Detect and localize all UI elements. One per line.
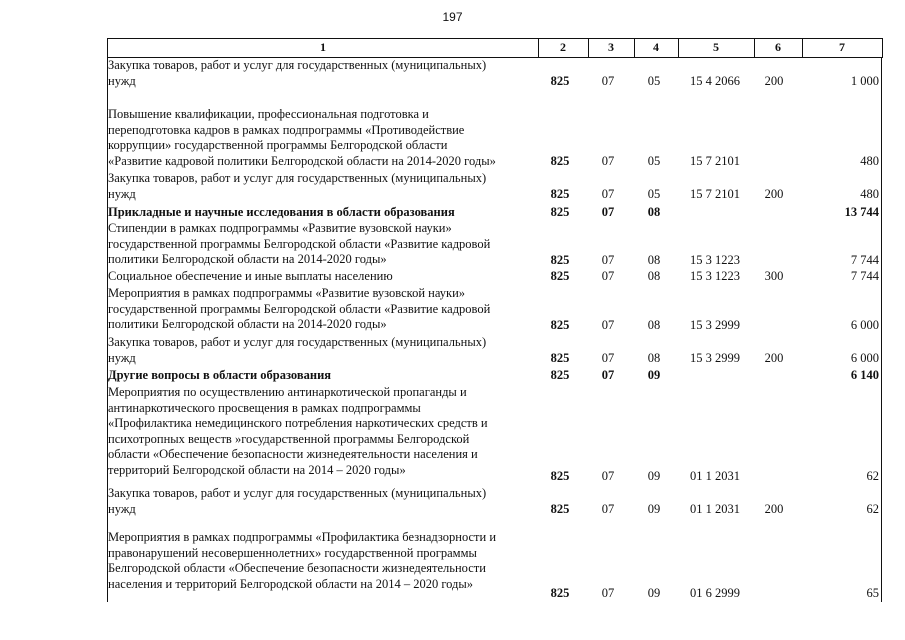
row-description: Социальное обеспечение и иные выплаты населению bbox=[108, 269, 393, 283]
table-right-border bbox=[881, 57, 882, 602]
row-code-ministry: 825 bbox=[550, 318, 570, 332]
row-description: Закупка товаров, работ и услуг для государственных (муниципальных) нужд bbox=[108, 486, 487, 516]
row-code-section: 07 bbox=[601, 187, 615, 201]
row-code-subsection: 05 bbox=[647, 187, 661, 201]
row-code-section: 07 bbox=[601, 154, 615, 168]
row-code-target: 15 7 2101 bbox=[690, 154, 740, 168]
row-description: Закупка товаров, работ и услуг для государственных (муниципальных) нужд bbox=[108, 171, 487, 201]
row-code-expense-type: 200 bbox=[764, 187, 784, 201]
row-code-section: 07 bbox=[601, 368, 615, 382]
row-description: Прикладные и научные исследования в области образования bbox=[108, 205, 455, 219]
row-code-target: 15 3 2999 bbox=[690, 318, 740, 332]
row-code-section: 07 bbox=[601, 586, 615, 600]
row-code-ministry: 825 bbox=[550, 74, 570, 88]
row-code-target: 15 3 2999 bbox=[690, 351, 740, 365]
row-description: Закупка товаров, работ и услуг для государственных (муниципальных) нужд bbox=[108, 335, 487, 365]
row-code-ministry: 825 bbox=[550, 502, 570, 516]
row-code-subsection: 05 bbox=[647, 74, 661, 88]
row-code-ministry: 825 bbox=[550, 368, 570, 382]
row-code-subsection: 08 bbox=[647, 269, 661, 283]
row-code-section: 07 bbox=[601, 469, 615, 483]
row-code-section: 07 bbox=[601, 351, 615, 365]
row-code-subsection: 09 bbox=[647, 469, 661, 483]
table-header bbox=[107, 38, 883, 58]
header-col-2: 2 bbox=[560, 40, 566, 54]
row-code-target: 15 3 1223 bbox=[690, 253, 740, 267]
row-code-subsection: 05 bbox=[647, 154, 661, 168]
row-code-ministry: 825 bbox=[550, 154, 570, 168]
row-code-subsection: 08 bbox=[647, 351, 661, 365]
header-col-3: 3 bbox=[608, 40, 614, 54]
row-description: Мероприятия в рамках подпрограммы «Профилактика безнадзорности и правонарушений несовершеннолетних» государственной программы Белгородской области «Обеспечение безопасности жизнедеятельности населения и территорий Белгородской области на 2014 – 2020 годы» bbox=[108, 530, 497, 591]
header-col-1: 1 bbox=[320, 40, 326, 54]
row-code-subsection: 08 bbox=[647, 253, 661, 267]
row-code-subsection: 08 bbox=[647, 205, 661, 219]
row-amount: 62 bbox=[866, 469, 879, 483]
row-code-subsection: 08 bbox=[647, 318, 661, 332]
row-amount: 480 bbox=[860, 154, 879, 168]
row-code-subsection: 09 bbox=[647, 368, 661, 382]
row-description: Закупка товаров, работ и услуг для государственных (муниципальных) нужд bbox=[108, 58, 487, 88]
row-amount: 7 744 bbox=[850, 253, 879, 267]
row-code-ministry: 825 bbox=[550, 586, 570, 600]
row-code-ministry: 825 bbox=[550, 187, 570, 201]
row-code-expense-type: 200 bbox=[764, 502, 784, 516]
page-number: 197 bbox=[442, 10, 463, 24]
row-description: Мероприятия по осуществлению антинаркотической пропаганды и антинаркотического просвещения в рамках подпрограммы «Профилактика немедицинского потребления наркотических средств и психотропных веществ »государственной программы Белгородской области «Обеспечение безопасности жизнедеятельности населения и территорий Белгородской области на 2014 – 2020 годы» bbox=[108, 385, 488, 477]
header-col-4: 4 bbox=[653, 40, 659, 54]
row-description: Другие вопросы в области образования bbox=[108, 368, 332, 382]
row-amount: 6 000 bbox=[850, 351, 879, 365]
row-code-ministry: 825 bbox=[550, 469, 570, 483]
row-code-ministry: 825 bbox=[550, 205, 570, 219]
row-code-target: 01 6 2999 bbox=[690, 586, 740, 600]
row-code-target: 01 1 2031 bbox=[690, 469, 740, 483]
row-code-ministry: 825 bbox=[550, 269, 570, 283]
row-code-expense-type: 200 bbox=[764, 351, 784, 365]
row-code-target: 01 1 2031 bbox=[690, 502, 740, 516]
row-code-target: 15 3 1223 bbox=[690, 269, 740, 283]
row-code-target: 15 4 2066 bbox=[690, 74, 740, 88]
row-amount: 480 bbox=[860, 187, 879, 201]
row-code-expense-type: 200 bbox=[764, 74, 784, 88]
row-description: Повышение квалификации, профессиональная подготовка и переподготовка кадров в рамках подпрограммы «Противодействие коррупции» государственной программы Белгородской области «Развитие кадровой политики Белгородской области на 2014-2020 годы» bbox=[108, 107, 496, 168]
row-amount: 62 bbox=[866, 502, 879, 516]
row-code-target: 15 7 2101 bbox=[690, 187, 740, 201]
row-amount: 6 140 bbox=[850, 368, 879, 382]
header-col-5: 5 bbox=[713, 40, 719, 54]
row-code-section: 07 bbox=[601, 74, 615, 88]
row-amount: 6 000 bbox=[850, 318, 879, 332]
row-description: Стипендии в рамках подпрограммы «Развитие вузовской науки» государственной программы Белгородской области «Развитие кадровой политики Белгородской области на 2014-2020 годы» bbox=[108, 221, 491, 267]
header-col-6: 6 bbox=[775, 40, 781, 54]
row-amount: 13 744 bbox=[844, 205, 879, 219]
row-code-ministry: 825 bbox=[550, 351, 570, 365]
row-code-section: 07 bbox=[601, 269, 615, 283]
row-code-section: 07 bbox=[601, 253, 615, 267]
row-code-ministry: 825 bbox=[550, 253, 570, 267]
row-code-section: 07 bbox=[601, 318, 615, 332]
header-col-7: 7 bbox=[839, 40, 845, 54]
row-amount: 7 744 bbox=[850, 269, 879, 283]
row-amount: 65 bbox=[866, 586, 879, 600]
row-code-section: 07 bbox=[601, 205, 615, 219]
row-amount: 1 000 bbox=[850, 74, 879, 88]
row-code-section: 07 bbox=[601, 502, 615, 516]
row-code-subsection: 09 bbox=[647, 586, 661, 600]
row-code-expense-type: 300 bbox=[764, 269, 784, 283]
row-description: Мероприятия в рамках подпрограммы «Развитие вузовской науки» государственной программы Белгородской области «Развитие кадровой политики Белгородской области на 2014-2020 годы» bbox=[108, 286, 491, 332]
row-code-subsection: 09 bbox=[647, 502, 661, 516]
